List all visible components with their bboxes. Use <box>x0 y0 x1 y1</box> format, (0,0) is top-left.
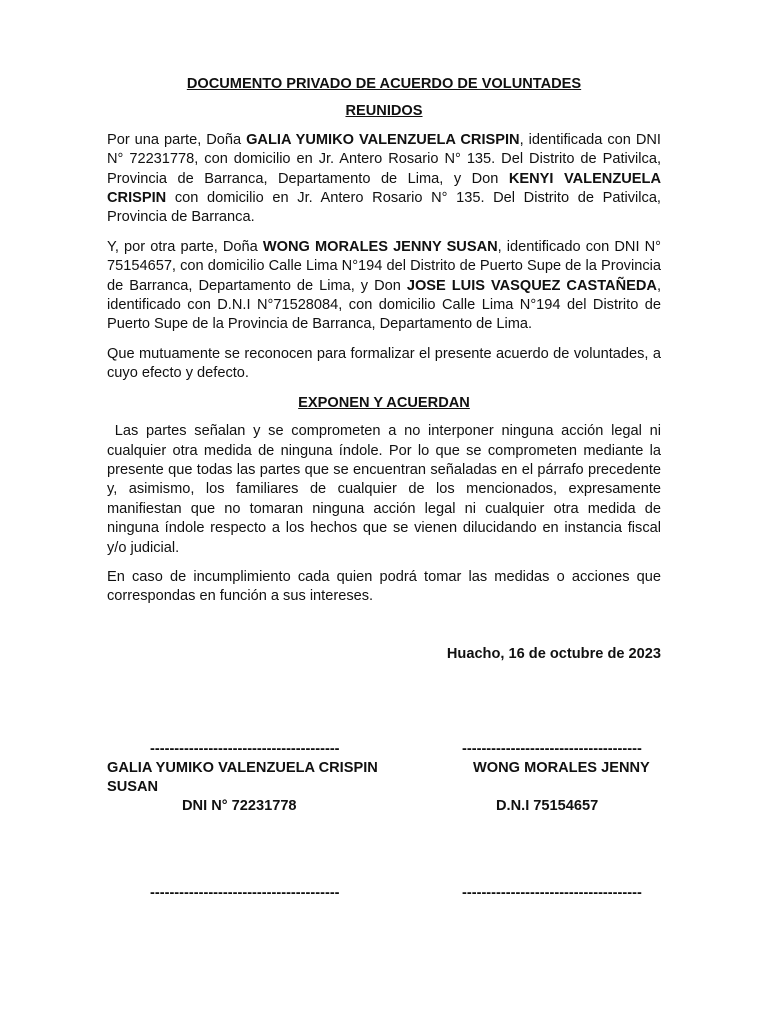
p2-text-2: , identificado con DNI N° 75154657, con domicilio Calle Lima N°194 del Distrito de Puerto Supe de la Provincia de Barranca, Departamento de Lima, y Don <box>107 238 661 294</box>
p2-name-wong: WONG MORALES JENNY SUSAN <box>262 238 498 255</box>
paragraph-breach: En caso de incumplimiento cada quien podrá tomar las medidas o acciones que correspondas en función a sus intereses. <box>107 568 661 605</box>
signer-right-dni: D.N.I 75154657 <box>496 798 599 814</box>
signature-line-left: --------------------------------------- <box>150 741 340 757</box>
document-date: Huacho, 16 de octubre de 2023 <box>446 645 661 662</box>
heading-exponen: EXPONEN Y ACUERDAN <box>298 394 470 411</box>
p2-text-1: Y, por otra parte, Doña <box>107 238 263 255</box>
signer-left-name: GALIA YUMIKO VALENZUELA CRISPIN <box>107 760 378 776</box>
p1-text-2: , identificada con DNI N° 72231778, con domicilio en Jr. Antero Rosario N° 135. Del Distrito de Pativilca, Provincia de Barranca, Departamento de Lima, y Don <box>107 131 661 187</box>
document-title: DOCUMENTO PRIVADO DE ACUERDO DE VOLUNTADES <box>186 76 582 92</box>
paragraph-party-one <box>107 131 661 228</box>
paragraph-party-two <box>107 238 661 335</box>
signature-line-left-2: --------------------------------------- <box>150 885 340 901</box>
p1-name-galia: GALIA YUMIKO VALENZUELA CRISPIN <box>246 131 520 148</box>
document-body <box>107 75 666 679</box>
signer-right-name-continued: SUSAN <box>107 779 159 795</box>
signature-line-right: ------------------------------------- <box>462 741 642 757</box>
signer-right-name: WONG MORALES JENNY <box>473 760 650 776</box>
heading-reunidos: REUNIDOS <box>345 103 423 120</box>
signature-line-right-2: ------------------------------------- <box>462 885 642 901</box>
p1-text-3: con domicilio en Jr. Antero Rosario N° 135. Del Distrito de Pativilca, Provincia de Barranca. <box>107 190 661 226</box>
p1-name-kenyi: KENYI VALENZUELA CRISPIN <box>107 170 661 207</box>
paragraph-agreement: Las partes señalan y se comprometen a no interponer ninguna acción legal ni cualquier otra medida de ninguna índole. Por lo que se comprometen mediante la presente que todas las partes que se encuentran señaladas en el párrafo precedente y, asimismo, los familiares de cualquier de los mencionados, expresamente manifiestan que no tomaran ninguna acción legal ni cualquier otra medida de ninguna índole respecto a los hechos que se vienen dilucidando en instancia fiscal y/o judicial. <box>107 423 666 556</box>
paragraph-recognition: Que mutuamente se reconocen para formalizar el presente acuerdo de voluntades, a cuyo efecto y defecto. <box>107 345 661 382</box>
p2-name-jose: JOSE LUIS VASQUEZ CASTAÑEDA <box>406 277 657 294</box>
p1-text-1: Por una parte, Doña <box>107 131 247 148</box>
p2-text-3: , identificado con D.N.I N°71528084, con domicilio Calle Lima N°194 del Distrito de Puerto Supe de la Provincia de Barranca, Departamento de Lima. <box>107 277 661 333</box>
signer-left-dni: DNI N° 72231778 <box>182 798 297 814</box>
